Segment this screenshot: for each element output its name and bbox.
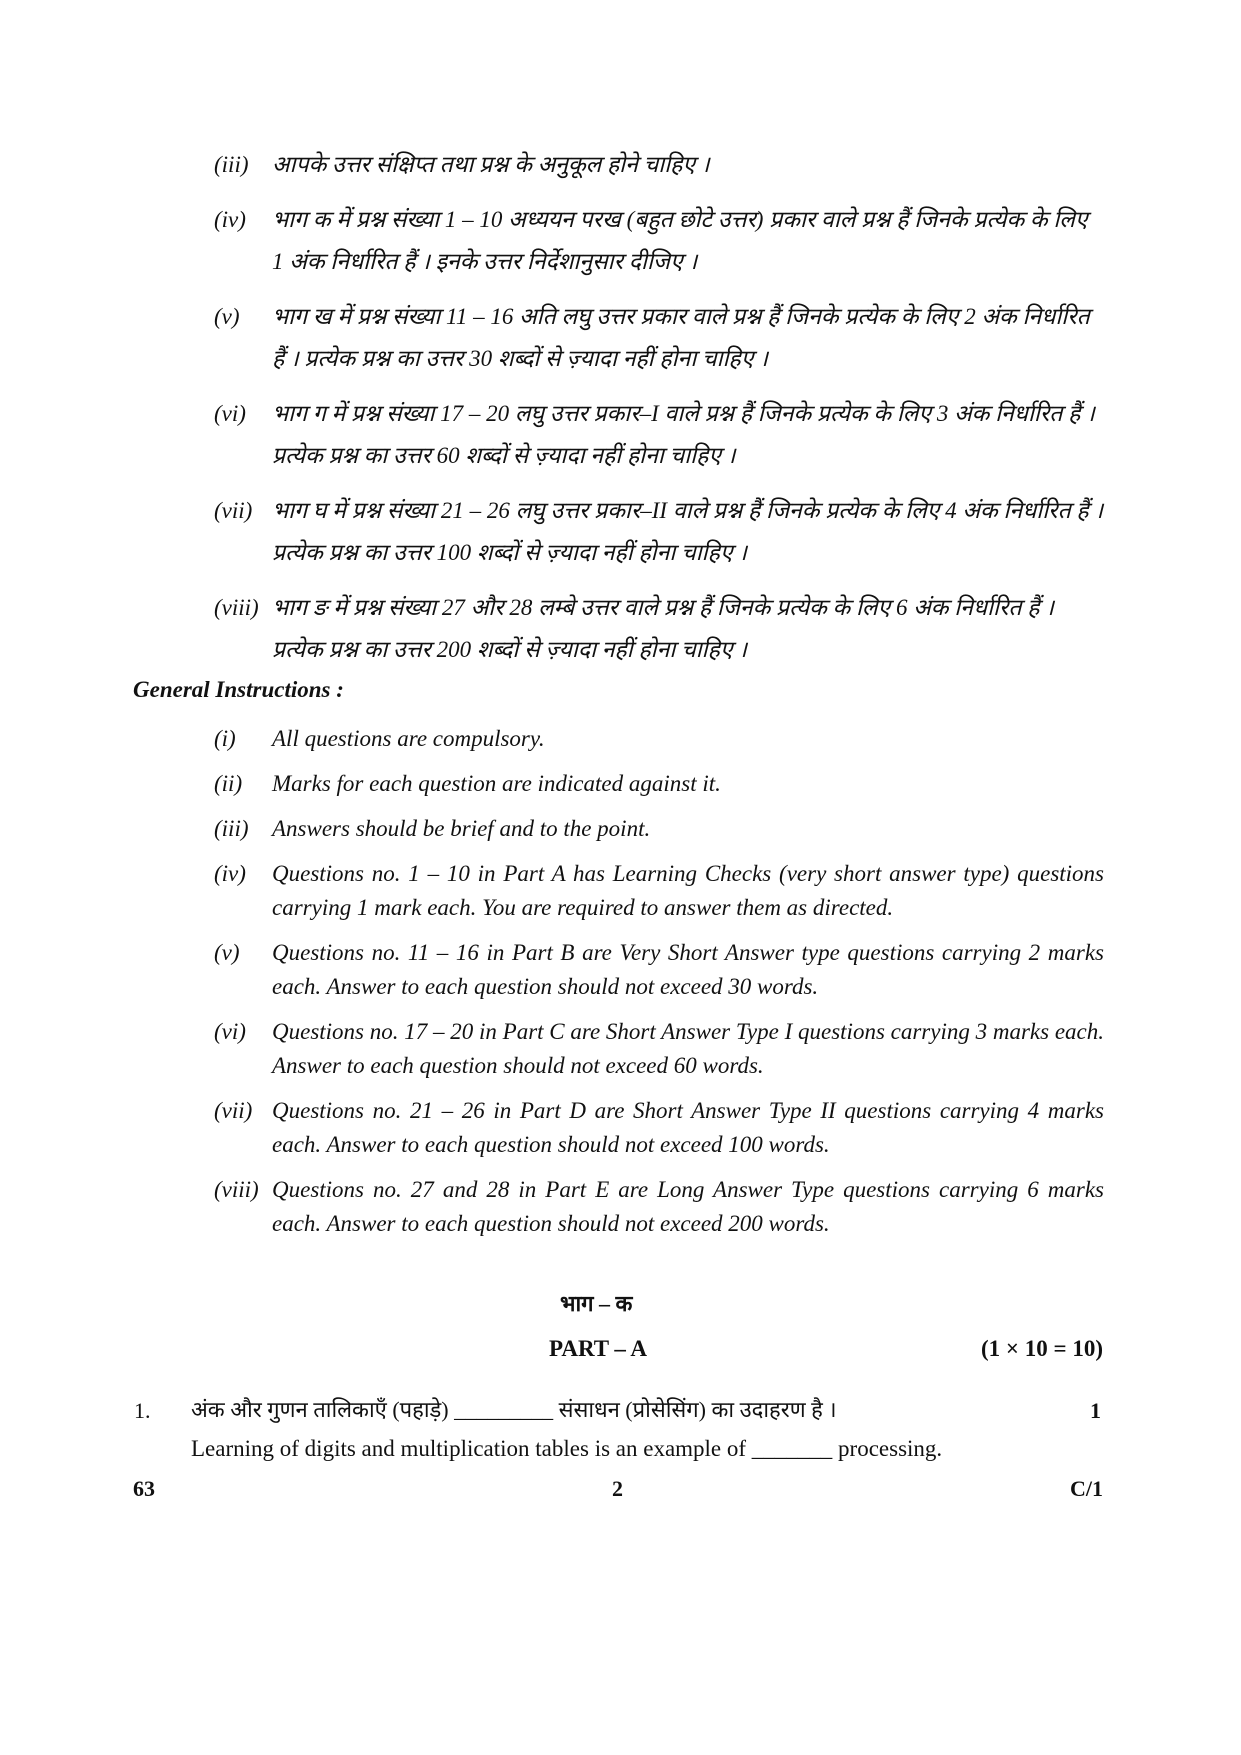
- footer-page-number: 2: [612, 1476, 623, 1501]
- list-item: [214, 144, 1104, 186]
- item-number: (i): [214, 726, 236, 751]
- general-instructions-heading: General Instructions :: [133, 677, 344, 702]
- item-text: Questions no. 11 – 16 in Part B are Very Short Answer type questions carrying 2 marks each. Answer to each question should not exceed 30 words.: [272, 940, 1104, 999]
- item-text: भाग ङ में प्रश्न संख्या 27 और 28 लम्बे उत्तर वाले प्रश्न हैं जिनके प्रत्येक के लिए 6 अंक निर्धारित हैं । प्रत्येक प्रश्न का उत्तर 200 शब्दों से ज़्यादा नहीं होना चाहिए ।: [272, 595, 1054, 662]
- hindi-instructions-list: [214, 144, 1104, 684]
- item-text: भाग ग में प्रश्न संख्या 17 – 20 लघु उत्तर प्रकार–I वाले प्रश्न हैं जिनके प्रत्येक के लिए 3 अंक निर्धारित हैं । प्रत्येक प्रश्न का उत्तर 60 शब्दों से ज़्यादा नहीं होना चाहिए ।: [272, 401, 1095, 468]
- item-text: आपके उत्तर संक्षिप्त तथा प्रश्न के अनुकूल होने चाहिए ।: [272, 152, 710, 177]
- item-number: (iv): [214, 207, 246, 232]
- item-number: (v): [214, 940, 240, 965]
- footer-set: C/1: [1070, 1476, 1103, 1501]
- list-item: [214, 1094, 1104, 1162]
- item-text: Answers should be brief and to the point.: [272, 816, 651, 841]
- list-item: [214, 1173, 1104, 1241]
- list-item: [214, 722, 1104, 756]
- part-title-hindi: भाग – क: [560, 1291, 633, 1316]
- item-number: (viii): [214, 1177, 259, 1202]
- list-item: [214, 767, 1104, 801]
- list-item: [214, 936, 1104, 1004]
- list-item: [214, 812, 1104, 846]
- list-item: [214, 490, 1104, 574]
- item-number: (viii): [214, 595, 259, 620]
- item-number: (v): [214, 304, 240, 329]
- list-item: [214, 199, 1104, 283]
- item-number: (vi): [214, 1019, 246, 1044]
- item-number: (vii): [214, 1098, 253, 1123]
- footer-code: 63: [133, 1476, 155, 1501]
- item-text: Questions no. 27 and 28 in Part E are Long Answer Type questions carrying 6 marks each. Answer to each question should not exceed 200 words.: [272, 1177, 1104, 1236]
- item-text: Marks for each question are indicated against it.: [272, 771, 721, 796]
- item-text: भाग ख में प्रश्न संख्या 11 – 16 अति लघु उत्तर प्रकार वाले प्रश्न हैं जिनके प्रत्येक के लिए 2 अंक निर्धारित हैं । प्रत्येक प्रश्न का उत्तर 30 शब्दों से ज़्यादा नहीं होना चाहिए ।: [272, 304, 1090, 371]
- item-number: (iii): [214, 152, 249, 177]
- item-text: भाग घ में प्रश्न संख्या 21 – 26 लघु उत्तर प्रकार–II वाले प्रश्न हैं जिनके प्रत्येक के लिए 4 अंक निर्धारित हैं । प्रत्येक प्रश्न का उत्तर 100 शब्दों से ज़्यादा नहीं होना चाहिए ।: [272, 498, 1104, 565]
- list-item: [214, 296, 1104, 380]
- question-text-english: Learning of digits and multiplication tables is an example of _______ processing.: [191, 1436, 943, 1461]
- list-item: [214, 857, 1104, 925]
- item-text: All questions are compulsory.: [272, 726, 545, 751]
- question-marks: 1: [1090, 1398, 1101, 1423]
- list-item: [214, 393, 1104, 477]
- item-number: (iv): [214, 861, 246, 886]
- item-text: Questions no. 21 – 26 in Part D are Short Answer Type II questions carrying 4 marks each. Answer to each question should not exceed 100 words.: [272, 1098, 1104, 1157]
- question-text-hindi: अंक और गुणन तालिकाएँ (पहाड़े) _________ संसाधन (प्रोसेसिंग) का उदाहरण है ।: [191, 1397, 837, 1422]
- item-text: Questions no. 1 – 10 in Part A has Learning Checks (very short answer type) questions carrying 1 mark each. You are required to answer them as directed.: [272, 861, 1104, 920]
- item-text: Questions no. 17 – 20 in Part C are Short Answer Type I questions carrying 3 marks each. Answer to each question should not exceed 60 words.: [272, 1019, 1104, 1078]
- part-marks: (1 × 10 = 10): [980, 1336, 1103, 1361]
- part-title-english: PART – A: [549, 1336, 648, 1361]
- question-number: 1.: [134, 1398, 151, 1423]
- item-number: (vi): [214, 401, 246, 426]
- item-number: (iii): [214, 816, 249, 841]
- list-item: [214, 1015, 1104, 1083]
- item-number: (ii): [214, 771, 243, 796]
- item-text: भाग क में प्रश्न संख्या 1 – 10 अध्ययन परख (बहुत छोटे उत्तर) प्रकार वाले प्रश्न हैं जिनके प्रत्येक के लिए 1 अंक निर्धारित हैं । इनके उत्तर निर्देशानुसार दीजिए ।: [272, 207, 1088, 274]
- item-number: (vii): [214, 498, 253, 523]
- english-instructions-list: [214, 722, 1104, 1252]
- list-item: [214, 587, 1104, 671]
